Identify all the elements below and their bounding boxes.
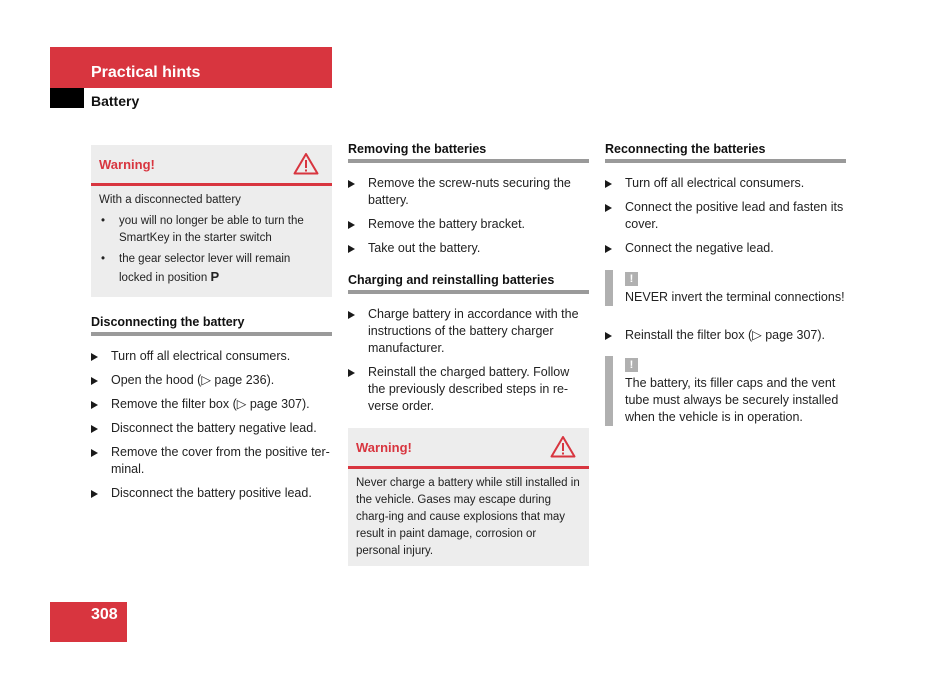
page-number: 308 [91, 606, 118, 623]
step-item [91, 372, 332, 389]
step-item [91, 396, 332, 413]
note-text: NEVER invert the terminal connections! [625, 290, 845, 304]
step-text: Take out the battery. [368, 241, 481, 255]
arrow-right-icon [91, 353, 98, 361]
step-text: Disconnect the battery positive lead. [111, 486, 312, 500]
arrow-right-icon [348, 245, 355, 253]
step-text: Disconnect the battery negative lead. [111, 421, 317, 435]
step-text: Remove the filter box (▷ page 307). [111, 397, 310, 411]
arrow-right-icon [605, 245, 612, 253]
warning-label: Warning! [356, 440, 412, 455]
charge-warning-box [348, 428, 589, 566]
step-item [348, 364, 589, 415]
step-item [605, 199, 846, 233]
step-item [605, 327, 846, 344]
warning-body [91, 186, 332, 297]
note-box [605, 270, 846, 306]
warning-bullets [99, 213, 324, 287]
step-text: Turn off all electrical consumers. [625, 176, 805, 190]
note-text: The battery, its filler caps and the vent tube must always be securely installed when the vehicle is in operation. [625, 376, 839, 424]
step-text: Open the hood (▷ page 236). [111, 373, 275, 387]
arrow-right-icon [91, 401, 98, 409]
warning-body: Never charge a battery while still installed in the vehicle. Gases may escape during charg-ing and cause explosions that may result in paint damage, corrosion or personal injury. [356, 477, 580, 557]
step-item [91, 485, 332, 502]
warning-header [91, 145, 332, 186]
removing-steps [348, 175, 589, 257]
disconnect-steps [91, 348, 332, 502]
step-item [91, 444, 332, 478]
warning-box [91, 145, 332, 297]
warning-intro: With a disconnected battery [99, 194, 241, 206]
warning-label: Warning! [99, 157, 155, 172]
warning-header [348, 428, 589, 469]
subsection-title: Battery [91, 93, 140, 109]
step-text: Connect the positive lead and fasten its cover. [625, 200, 844, 231]
warning-bullet [99, 213, 324, 247]
arrow-right-icon [91, 449, 98, 457]
arrow-right-icon [91, 377, 98, 385]
position-letter: P [210, 269, 220, 284]
arrow-right-icon [91, 490, 98, 498]
step-item [348, 240, 589, 257]
step-item [91, 348, 332, 365]
arrow-right-icon [348, 180, 355, 188]
arrow-right-icon [91, 425, 98, 433]
charging-steps [348, 306, 589, 415]
step-text: Remove the screw-nuts securing the battery. [368, 176, 571, 207]
charging-heading: Charging and reinstalling batteries [348, 273, 589, 294]
step-text: Turn off all electrical consumers. [111, 349, 291, 363]
note-box [605, 356, 846, 426]
step-text: Remove the cover from the positive ter-minal. [111, 445, 330, 476]
arrow-right-icon [348, 369, 355, 377]
bullet-dot-icon: • [101, 253, 106, 265]
warning-triangle-icon [293, 152, 319, 175]
note-bar [605, 270, 613, 306]
arrow-right-icon [348, 311, 355, 319]
step-item [348, 306, 589, 357]
warning-bullet-text: the gear selector lever will remain locked in position [119, 253, 291, 284]
reconnecting-heading: Reconnecting the batteries [605, 142, 846, 163]
reconnecting-steps [605, 175, 846, 257]
arrow-right-icon [605, 204, 612, 212]
bullet-dot-icon: • [101, 215, 106, 227]
column-2 [348, 142, 589, 566]
arrow-right-icon [605, 180, 612, 188]
arrow-right-icon [605, 332, 612, 340]
warning-bullet [99, 251, 324, 287]
column-3 [605, 142, 846, 426]
step-text: Connect the negative lead. [625, 241, 774, 255]
removing-heading: Removing the batteries [348, 142, 589, 163]
warning-triangle-icon [550, 435, 576, 458]
reinstall-steps [605, 327, 846, 344]
step-text: Remove the battery bracket. [368, 217, 526, 231]
warning-bullet-text: you will no longer be able to turn the SmartKey in the starter switch [119, 215, 304, 244]
step-item [348, 216, 589, 233]
step-item [91, 420, 332, 437]
arrow-right-icon [348, 221, 355, 229]
subsection-marker [50, 88, 84, 108]
note-bar [605, 356, 613, 426]
column-1 [91, 145, 332, 509]
step-text: Charge battery in accordance with the instructions of the battery charger manufacturer. [368, 307, 579, 355]
section-title: Practical hints [91, 64, 201, 81]
exclamation-icon: ! [625, 358, 638, 372]
disconnect-heading: Disconnecting the battery [91, 315, 332, 336]
step-item [348, 175, 589, 209]
exclamation-icon: ! [625, 272, 638, 286]
step-text: Reinstall the charged battery. Follow the previously described steps in re-verse order. [368, 365, 570, 413]
step-text: Reinstall the filter box (▷ page 307). [625, 328, 825, 342]
step-item [605, 175, 846, 192]
step-item [605, 240, 846, 257]
